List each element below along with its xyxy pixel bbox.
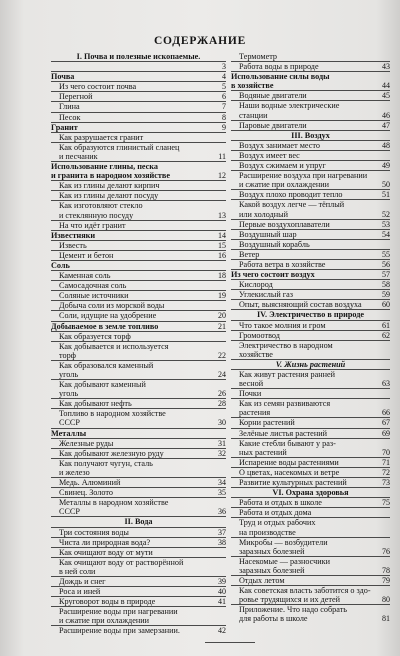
- toc-entry: [51, 587, 226, 597]
- toc-entry: [231, 538, 390, 557]
- toc-entry: [51, 528, 226, 538]
- toc-entry-page-number: 81: [382, 614, 390, 624]
- toc-entry-title: Из чего состоит воздух: [231, 270, 315, 280]
- toc-entry-title: Металлы в народном хозяйстве СССР: [59, 498, 169, 517]
- toc-entry-title: Зелёные листья растений: [239, 428, 327, 438]
- toc-entry-title: Работа и отдых в школе: [239, 498, 322, 508]
- toc-entry: [51, 271, 226, 281]
- toc-entry-title: Воздух сжимаем и упруг: [239, 161, 326, 171]
- toc-entry: [231, 418, 390, 428]
- toc-entry-page-number: 19: [218, 291, 226, 301]
- toc-entry-title: Как добывают железную руду: [59, 448, 164, 458]
- toc-entry: [231, 62, 390, 72]
- toc-entry-page-number: 40: [218, 587, 226, 597]
- toc-entry-title: Микробы — возбудители заразных болезней: [239, 537, 328, 556]
- toc-entry-page-number: 13: [218, 210, 226, 220]
- toc-entry: [231, 399, 390, 418]
- toc-entry-title: Как разрушается гранит: [59, 132, 144, 142]
- toc-entry: [231, 508, 390, 518]
- toc-entry-page-number: 75: [382, 498, 390, 508]
- toc-entry-page-number: 57: [382, 270, 390, 280]
- toc-entry: [51, 92, 226, 102]
- toc-entry-title: Как живут растения ранней весной: [239, 370, 336, 389]
- toc-entry-page-number: 62: [382, 330, 390, 340]
- toc-entry: [51, 123, 226, 133]
- toc-entry-title: III. Воздух: [291, 130, 330, 140]
- toc-entry: [231, 341, 390, 360]
- toc-entry: [51, 102, 226, 112]
- toc-entry: [51, 322, 226, 332]
- toc-entry: [231, 370, 390, 389]
- toc-entry: [51, 409, 226, 428]
- toc-entry-title: Добыча соли из морской воды: [59, 301, 165, 311]
- toc-entry: [51, 399, 226, 409]
- toc-entry-title: Развитие культурных растений: [239, 478, 347, 488]
- toc-entry: [51, 261, 226, 271]
- toc-entry-title: Работа ветра в хозяйстве: [239, 259, 326, 269]
- toc-entry-title: Как добывают каменный уголь: [59, 380, 146, 399]
- toc-entry-title: Опыт, выясняющий состав воздуха: [239, 300, 362, 310]
- toc-entry-title: Расширение воды при замерзании.: [59, 626, 180, 636]
- toc-entry-page-number: 56: [382, 259, 390, 269]
- toc-entry-page-number: 73: [382, 478, 390, 488]
- toc-entry-title: Как из глины делают посуду: [59, 191, 159, 201]
- toc-entry-title: Как добывают нефть: [59, 399, 132, 409]
- toc-entry-title: Использование глины, песка и гранита в народном хозяйстве: [51, 162, 170, 181]
- toc-section-heading: [231, 310, 390, 320]
- toc-entry: [51, 181, 226, 191]
- toc-entry: [231, 52, 390, 62]
- toc-entry: [51, 607, 226, 626]
- toc-entry-title: На что идёт гранит: [59, 220, 126, 230]
- toc-entry-page-number: 24: [218, 370, 226, 379]
- toc-entry-title: Углекислый газ: [239, 290, 293, 300]
- toc-entry-title: Как получают чугун, сталь и железо: [59, 458, 153, 477]
- toc-entry-title: Ветер: [239, 249, 260, 259]
- toc-entry-page-number: 38: [218, 537, 226, 547]
- toc-entry-page-number: 34: [218, 478, 226, 488]
- toc-section-heading: [231, 488, 390, 498]
- toc-entry-title: Чиста ли природная вода?: [59, 537, 151, 547]
- toc-entry-page-number: 55: [382, 249, 390, 259]
- toc-entry: [51, 449, 226, 459]
- toc-entry-page-number: 32: [218, 448, 226, 458]
- toc-entry: [231, 468, 390, 478]
- toc-entry: [51, 558, 226, 577]
- toc-entry-page-number: 70: [382, 447, 390, 457]
- toc-entry: [51, 162, 226, 181]
- toc-entry: [231, 91, 390, 101]
- toc-entry: [231, 586, 390, 605]
- toc-entry-page-number: 49: [382, 161, 390, 171]
- toc-entry-page-number: 41: [218, 597, 226, 607]
- toc-entry: [231, 557, 390, 576]
- toc-entry-title: О цветах, насекомых и ветре: [239, 467, 340, 477]
- toc-entry-page-number: 22: [218, 350, 226, 360]
- toc-entry-page-number: 66: [382, 408, 390, 418]
- toc-entry: [51, 459, 226, 478]
- toc-entry-page-number: 63: [382, 379, 390, 389]
- toc-entry-page-number: 69: [382, 428, 390, 438]
- toc-entry: [231, 200, 390, 219]
- toc-entry-title: Соль: [51, 260, 70, 270]
- toc-entry-page-number: 79: [382, 575, 390, 585]
- toc-entry-title: Расширение воды при нагревании и сжатие при охлаждении: [59, 607, 178, 626]
- toc-entry: [51, 143, 226, 162]
- toc-entry: [231, 429, 390, 439]
- toc-entry: [51, 301, 226, 311]
- toc-entry-title: Воздух занимает место: [239, 140, 320, 150]
- toc-entry-page-number: 54: [382, 229, 390, 239]
- toc-entry-page-number: 50: [382, 180, 390, 190]
- toc-entry: [51, 201, 226, 220]
- toc-entry-page-number: 46: [382, 110, 390, 120]
- toc-entry-title: Первые воздухоплаватели: [239, 219, 330, 229]
- toc-entry: [51, 342, 226, 361]
- toc-entry-title: Термометр: [239, 52, 277, 61]
- toc-entry: [51, 488, 226, 498]
- toc-entry: [51, 597, 226, 607]
- toc-entry: [51, 82, 226, 92]
- toc-entry-title: Как из глины делают кирпич: [59, 181, 160, 191]
- toc-entry: [51, 113, 226, 123]
- toc-left-column: [51, 52, 226, 636]
- toc-entry: [231, 270, 390, 280]
- toc-entry: [231, 101, 390, 120]
- toc-entry-title: Соляные источники: [59, 291, 129, 301]
- toc-entry-title: Металлы: [51, 428, 87, 438]
- toc-entry-title: Как образуется торф: [59, 331, 131, 341]
- toc-entry-title: Почки: [239, 389, 262, 399]
- toc-entry-title: Испарение воды растениями: [239, 457, 339, 467]
- toc-entry-page-number: 43: [382, 62, 390, 72]
- toc-entry-page-number: 30: [218, 418, 226, 428]
- toc-entry: [51, 548, 226, 558]
- toc-entry: [231, 439, 390, 458]
- toc-entry-title: V. Жизнь растений: [275, 359, 346, 369]
- toc-entry-title: Каменная соль: [59, 271, 111, 281]
- toc-entry-title: VI. Охрана здоровья: [272, 488, 349, 498]
- toc-entry: [231, 389, 390, 399]
- toc-entry: [231, 141, 390, 151]
- toc-entry: [231, 498, 390, 508]
- toc-entry-page-number: 44: [382, 81, 390, 91]
- toc-entry-page-number: 58: [382, 280, 390, 290]
- toc-entry-title: Как из семян развиваются растения: [239, 399, 331, 418]
- toc-entry: [231, 171, 390, 190]
- toc-entry: [51, 538, 226, 548]
- toc-entry: [231, 151, 390, 161]
- toc-entry-page-number: 78: [382, 565, 390, 575]
- toc-entry: [231, 230, 390, 240]
- toc-entry: [231, 478, 390, 488]
- toc-entry-title: Как очищают воду от растворённой в ней соли: [59, 557, 184, 576]
- toc-entry-title: Топливо в народном хозяйстве СССР: [59, 409, 166, 428]
- toc-entry-page-number: 18: [218, 271, 226, 281]
- toc-entry-title: Как изготовляют стекло и стеклянную посуду: [59, 201, 143, 220]
- toc-entry: [51, 439, 226, 449]
- toc-entry-title: Громоотвод: [239, 330, 280, 340]
- toc-entry-title: Наши водные электрические станции: [239, 101, 340, 120]
- toc-entry-title: Какой воздух легче — тёплый или холодный: [239, 200, 345, 219]
- toc-entry-title: Воздушный шар: [239, 229, 297, 239]
- toc-entry: [51, 311, 226, 321]
- toc-entry-page-number: 72: [382, 467, 390, 477]
- toc-entry-page-number: 28: [218, 399, 226, 409]
- toc-entry: [51, 291, 226, 301]
- toc-entry-page-number: 39: [218, 576, 226, 586]
- toc-entry: [51, 626, 226, 635]
- toc-entry-title: Круговорот воды в природе: [59, 597, 156, 607]
- toc-entry-page-number: 59: [382, 290, 390, 300]
- toc-entry: [231, 321, 390, 331]
- toc-entry: [231, 220, 390, 230]
- toc-entry-title: Почва: [51, 72, 75, 82]
- toc-entry-title: Железные руды: [59, 438, 114, 448]
- toc-entry-title: Роса и иней: [59, 587, 101, 597]
- toc-entry-page-number: 5: [222, 82, 226, 92]
- toc-entry-title: Труд и отдых рабочих на производстве: [239, 518, 316, 537]
- toc-entry: [51, 241, 226, 251]
- toc-entry-title: Отдых летом: [239, 575, 285, 585]
- toc-entry-title: Использование силы воды в хозяйстве: [231, 72, 330, 91]
- toc-entry: [231, 290, 390, 300]
- toc-section-heading: [51, 517, 226, 527]
- toc-section-heading: [231, 360, 390, 370]
- toc-entry-title: Дождь и снег: [59, 576, 106, 586]
- toc-entry-title: Гранит: [51, 122, 78, 132]
- toc-entry-page-number: 15: [218, 240, 226, 250]
- toc-entry-title: Приложение. Что надо собрать для работы в школе: [239, 605, 348, 624]
- toc-entry: [231, 190, 390, 200]
- toc-entry-title: Работа и отдых дома: [239, 508, 312, 518]
- toc-entry: [51, 231, 226, 241]
- toc-right-column: [231, 52, 390, 623]
- toc-entry-page-number: 7: [222, 102, 226, 112]
- toc-entry: [231, 72, 390, 91]
- toc-entry: [231, 121, 390, 131]
- toc-entry-title: Как образуются глинистый сланец и песчаник: [59, 142, 180, 161]
- toc-entry-page-number: 61: [382, 320, 390, 330]
- toc-entry: [51, 281, 226, 291]
- toc-entry-page-number: 6: [222, 92, 226, 102]
- toc-entry-title: Воздух плохо проводит тепло: [239, 190, 343, 200]
- toc-entry: [231, 605, 390, 623]
- toc-entry: [51, 251, 226, 261]
- toc-entry-page-number: 26: [218, 389, 226, 399]
- toc-entry: [51, 577, 226, 587]
- toc-entry-page-number: 67: [382, 418, 390, 428]
- toc-section-heading: [51, 52, 226, 62]
- toc-entry-page-number: 60: [382, 300, 390, 310]
- toc-entry-title: Как очищают воду от мути: [59, 547, 153, 557]
- toc-section-heading: [231, 131, 390, 141]
- toc-entry-title: Песок: [59, 112, 81, 122]
- toc-entry: [231, 300, 390, 310]
- toc-entry-title: Воздушный корабль: [239, 239, 310, 249]
- toc-entry-page-number: 45: [382, 91, 390, 101]
- toc-entry-title: Самосадочная соль: [59, 281, 127, 291]
- toc-entry: [51, 361, 226, 380]
- toc-entry-page-number: 53: [382, 219, 390, 229]
- toc-entry-title: Как добывается и используется торф: [59, 341, 169, 360]
- toc-entry: [231, 518, 390, 537]
- toc-entry-title: Работа воды в природе: [239, 62, 319, 72]
- toc-entry-page-number: 35: [218, 488, 226, 498]
- toc-entry: [51, 221, 226, 231]
- toc-entry-title: Свинец. Золото: [59, 488, 113, 498]
- toc-entry-title: I. Почва и полезные ископаемые.: [76, 52, 201, 61]
- toc-entry-title: Соли, идущие на удобрение: [59, 311, 157, 321]
- bottom-rule: [205, 642, 255, 643]
- toc-entry-title: Как советская власть заботится о здо- ровье трудящихся и их детей: [239, 586, 371, 605]
- toc-entry: [51, 429, 226, 439]
- page-title: СОДЕРЖАНИЕ: [153, 35, 247, 47]
- toc-entry-page-number: 14: [218, 230, 226, 240]
- toc-entry: [231, 458, 390, 468]
- toc-entry-page-number: 4: [222, 72, 226, 82]
- toc-entry-page-number: 42: [218, 626, 226, 636]
- toc-entry-title: Известняки: [51, 230, 96, 240]
- toc-entry: [231, 260, 390, 270]
- toc-entry-title: Расширение воздуха при нагревании и сжатие при охлаждении: [239, 171, 368, 190]
- toc-entry-page-number: 36: [218, 507, 226, 517]
- toc-entry-page-number: 80: [382, 595, 390, 605]
- toc-entry-title: Воздух имеет вес: [239, 150, 300, 160]
- toc-entry-title: Электричество в народном хозяйстве: [239, 340, 333, 359]
- toc-entry-page-number: 8: [222, 112, 226, 122]
- toc-entry-title: Корни растений: [239, 418, 295, 428]
- toc-entry-title: Насекомые — разносчики заразных болезней: [239, 556, 330, 575]
- toc-entry-title: Паровые двигатели: [239, 120, 307, 130]
- toc-entry-page-number: 16: [218, 250, 226, 260]
- toc-entry-title: Из чего состоит почва: [59, 82, 137, 92]
- toc-entry-page-number: 21: [218, 321, 226, 331]
- toc-entry-title: Добываемое в земле топливо: [51, 321, 159, 331]
- toc-entry: [51, 191, 226, 201]
- toc-entry-page-number: 52: [382, 209, 390, 219]
- toc-entry-title: IV. Электричество в природе: [256, 310, 365, 320]
- toc-entry: [231, 161, 390, 171]
- toc-entry-page-number: 51: [382, 190, 390, 200]
- toc-entry-title: Какие стебли бывают у раз- ных растений: [239, 438, 336, 457]
- toc-entry: [231, 280, 390, 290]
- toc-entry: [231, 331, 390, 341]
- toc-entry-title: Три состояния воды: [59, 527, 129, 537]
- toc-entry: [51, 133, 226, 143]
- toc-entry-title: Кислород: [239, 280, 273, 290]
- toc-entry-title: II. Вода: [124, 517, 153, 527]
- toc-entry-title: Глина: [59, 102, 80, 112]
- toc-entry: [51, 62, 226, 72]
- toc-entry: [51, 498, 226, 517]
- toc-entry-page-number: 48: [382, 140, 390, 150]
- toc-entry: [51, 478, 226, 488]
- toc-entry: [231, 576, 390, 586]
- toc-entry-page-number: 3: [222, 62, 226, 72]
- toc-entry-page-number: 71: [382, 457, 390, 467]
- toc-entry: [231, 240, 390, 250]
- toc-entry-page-number: 31: [218, 438, 226, 448]
- toc-entry-page-number: 47: [382, 120, 390, 130]
- toc-entry-title: Что такое молния и гром: [239, 320, 326, 330]
- toc-entry: [231, 250, 390, 260]
- toc-entry-page-number: 12: [218, 171, 226, 181]
- toc-entry: [51, 380, 226, 399]
- toc-entry-title: Известь: [59, 240, 87, 250]
- toc-entry-title: Перегной: [59, 92, 93, 102]
- toc-entry-title: Водяные двигатели: [239, 91, 307, 101]
- toc-entry-page-number: 9: [222, 122, 226, 132]
- toc-entry-title: Как образовался каменный уголь: [59, 360, 154, 379]
- toc-entry: [51, 332, 226, 342]
- toc-entry-page-number: 76: [382, 546, 390, 556]
- toc-entry: [51, 72, 226, 82]
- toc-entry-title: Медь. Алюминий: [59, 478, 121, 488]
- toc-entry-page-number: 11: [218, 151, 226, 161]
- toc-entry-page-number: 37: [218, 527, 226, 537]
- toc-entry-title: Цемент и бетон: [59, 250, 114, 260]
- toc-entry-page-number: 20: [218, 311, 226, 321]
